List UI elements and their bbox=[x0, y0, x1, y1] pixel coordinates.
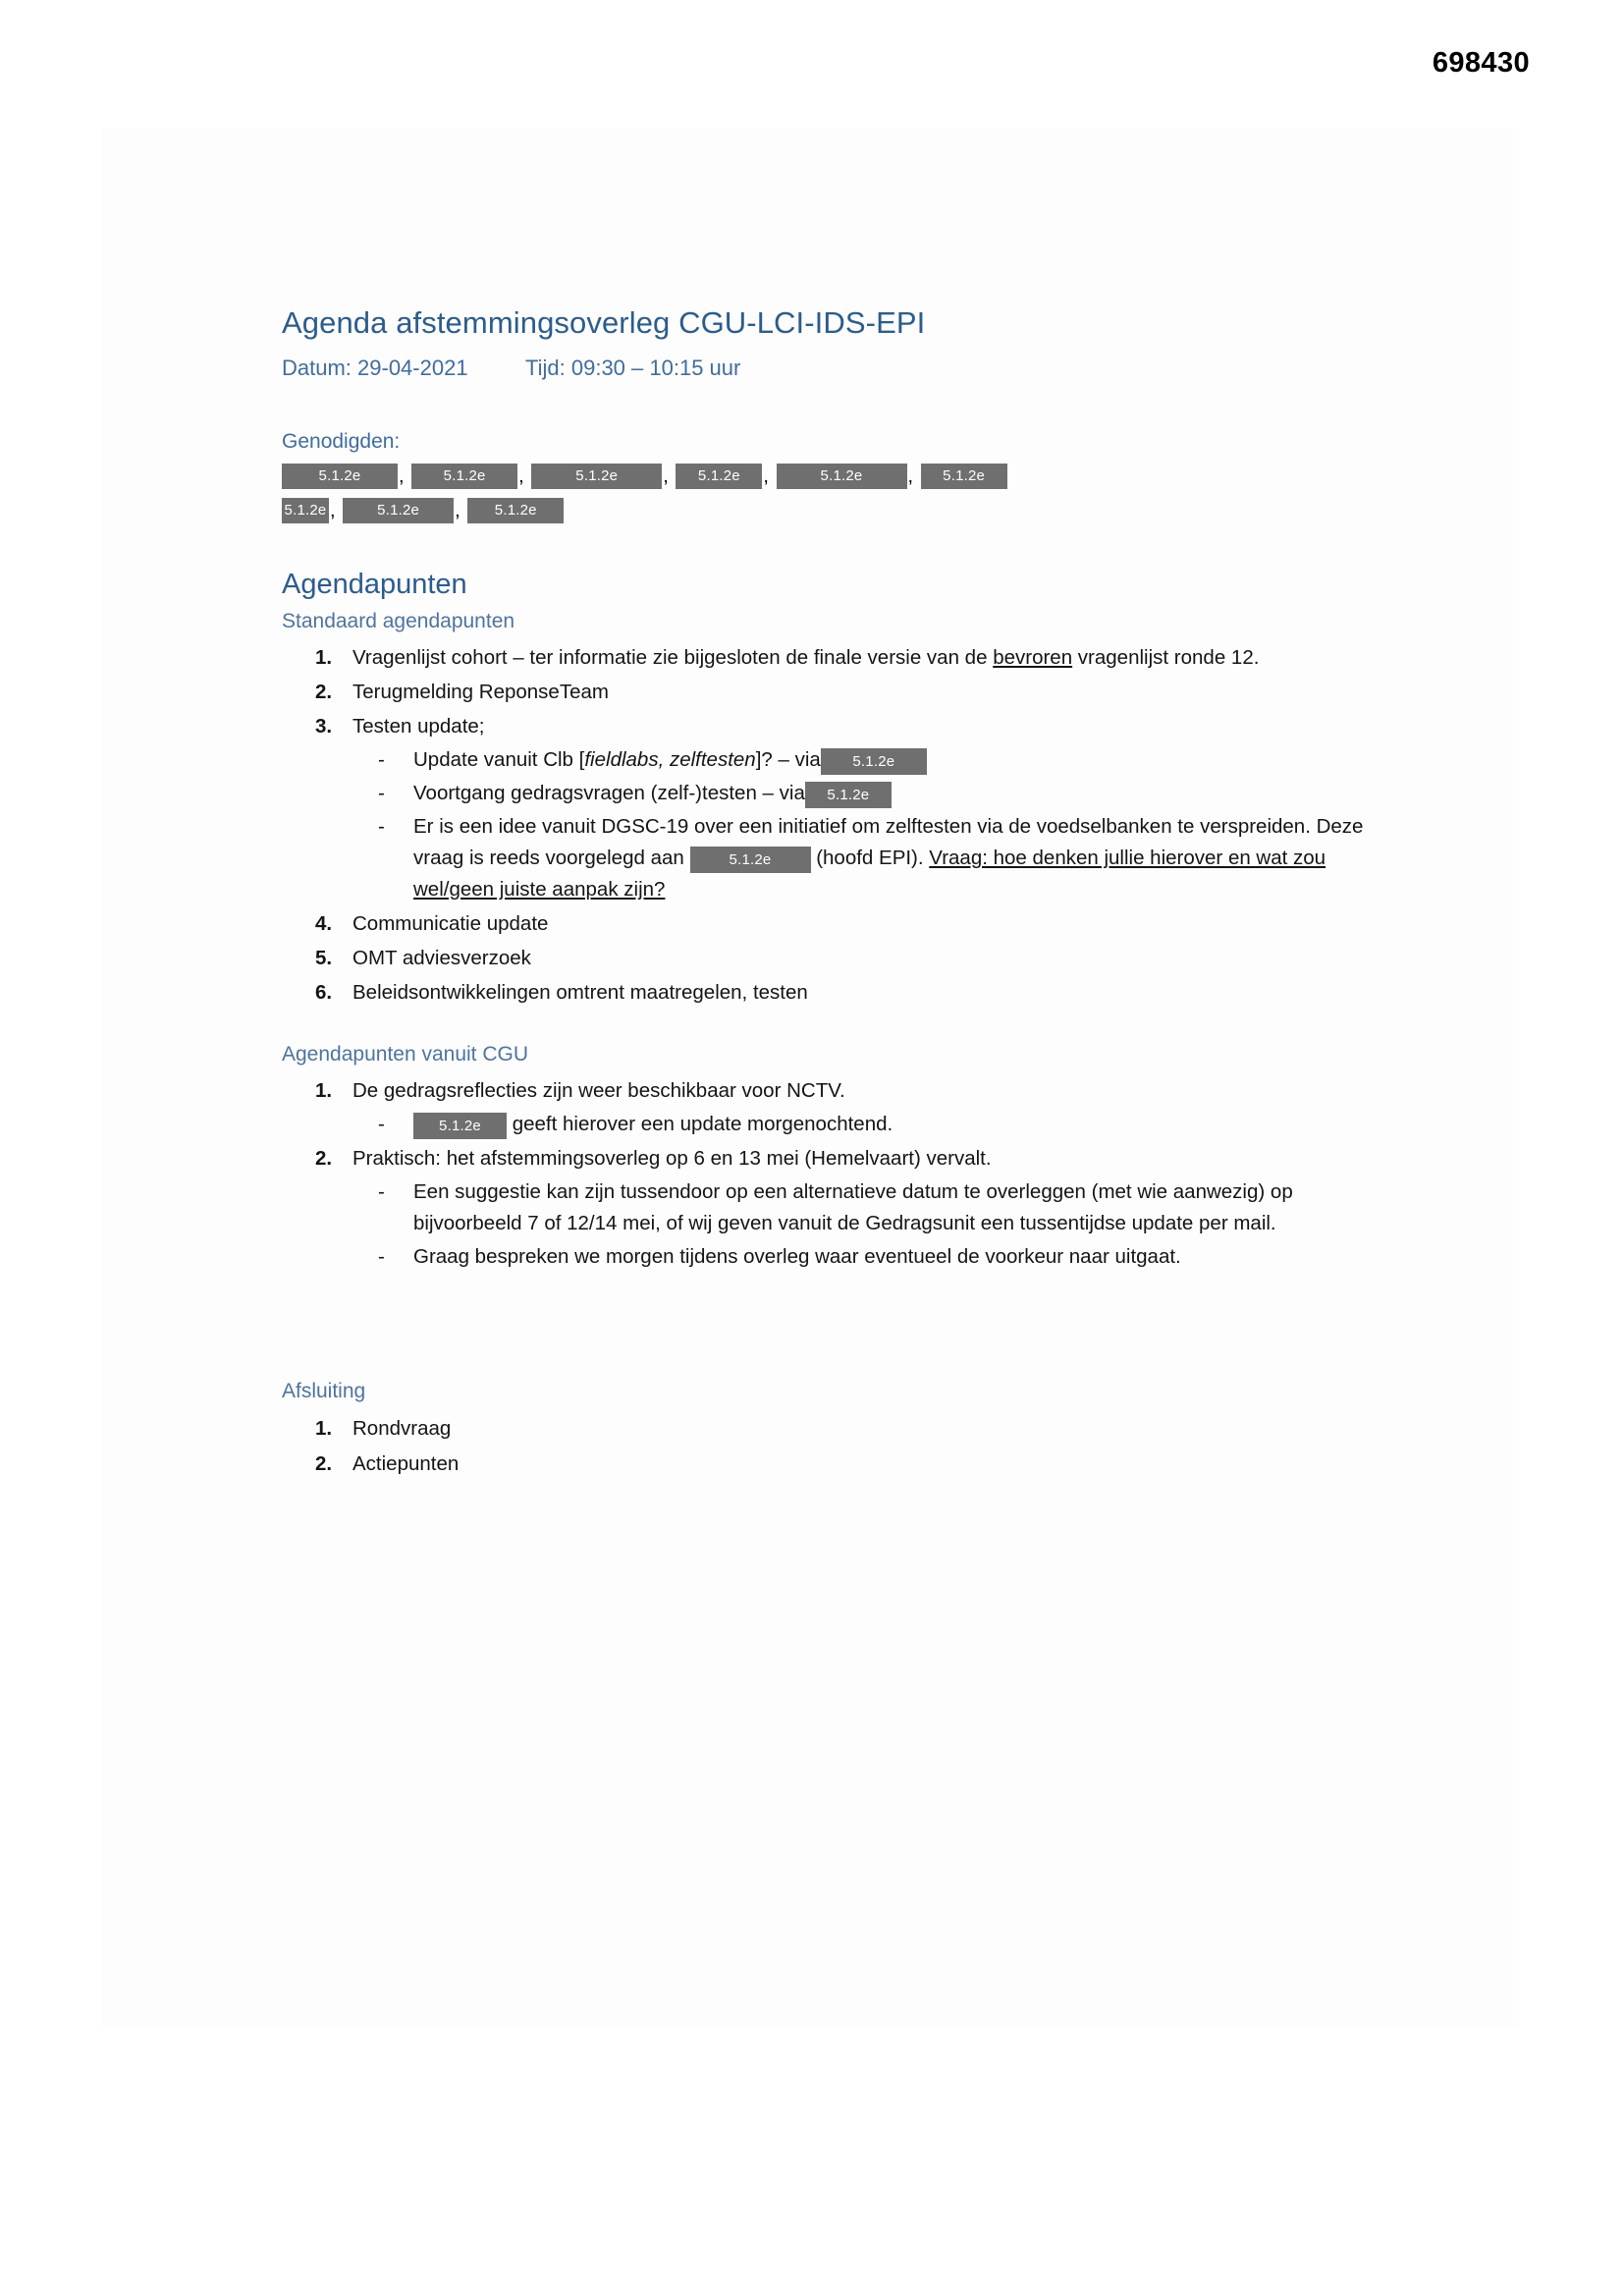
item-text: Praktisch: het afstemmingsoverleg op 6 en 13 mei (Hemelvaart) vervalt. bbox=[352, 1147, 992, 1171]
cgu-agenda-list bbox=[282, 1075, 1381, 1273]
spacer-invitees bbox=[282, 383, 1381, 428]
cgu-item1-sublist bbox=[352, 1109, 1381, 1140]
testen-update-sublist bbox=[352, 744, 1381, 905]
list-item bbox=[282, 711, 1381, 905]
subheading-standaard-agendapunten: Standaard agendapunten bbox=[282, 609, 515, 632]
redaction-chip: 5.1.2e bbox=[690, 847, 811, 873]
subitem-text-prefix: Er is een idee vanuit DGSC-19 over een initiatief om zelftesten via de voedselbanken te verspreiden. Deze vraag is reeds voorgelegd aan bbox=[413, 815, 1364, 870]
invitee-separator: , bbox=[518, 465, 524, 487]
meeting-time: Tijd: 09:30 – 10:15 uur bbox=[525, 355, 741, 381]
subitem-text-suffix: (hoofd EPI). bbox=[810, 847, 930, 870]
list-marker: 6. bbox=[315, 981, 333, 1005]
redaction-chip: 5.1.2e bbox=[531, 464, 662, 489]
item-text-after: vragenlijst ronde 12. bbox=[1072, 646, 1260, 670]
list-marker: - bbox=[378, 1180, 385, 1204]
redaction-chip: 5.1.2e bbox=[777, 464, 907, 489]
invitee-separator: , bbox=[663, 465, 669, 487]
redaction-chip: 5.1.2e bbox=[821, 748, 927, 775]
invitees-label: Genodigden: bbox=[282, 429, 401, 453]
list-marker: - bbox=[378, 1113, 385, 1136]
spacer-agenda bbox=[282, 529, 1381, 567]
subheading-afsluiting: Afsluiting bbox=[282, 1380, 366, 1403]
list-marker: - bbox=[378, 782, 385, 805]
item-text: OMT adviesverzoek bbox=[352, 947, 531, 970]
redaction-chip: 5.1.2e bbox=[282, 498, 329, 523]
subitem-text-middle: ]? – via bbox=[755, 748, 821, 772]
invitees-row-1 bbox=[282, 461, 1381, 491]
item-text: Testen update; bbox=[352, 715, 485, 738]
closing-list bbox=[282, 1413, 1381, 1480]
invitee-separator: , bbox=[399, 465, 405, 487]
redaction-chip: 5.1.2e bbox=[805, 782, 892, 808]
document-body bbox=[282, 304, 1381, 1484]
subheading-agendapunten-vanuit-cgu: Agendapunten vanuit CGU bbox=[282, 1043, 529, 1066]
list-item bbox=[352, 1109, 1381, 1140]
redaction-chip: 5.1.2e bbox=[413, 1113, 507, 1139]
list-marker: 2. bbox=[315, 1147, 333, 1171]
list-item bbox=[352, 744, 1381, 776]
bates-number: 698430 bbox=[1432, 47, 1530, 79]
item-text-before: Vragenlijst cohort – ter informatie zie bijgesloten de finale versie van de bbox=[352, 646, 994, 670]
subitem-text-prefix: Voortgang gedragsvragen (zelf-)testen – via bbox=[413, 782, 805, 805]
spacer-afsluiting bbox=[282, 1276, 1381, 1378]
list-marker: 4. bbox=[315, 912, 333, 936]
item-text: Communicatie update bbox=[352, 912, 549, 936]
item-text: Terugmelding ReponseTeam bbox=[352, 681, 609, 704]
redaction-chip: 5.1.2e bbox=[676, 464, 762, 489]
subitem-text: Een suggestie kan zijn tussendoor op een alternatieve datum te overleggen (met wie aanwezig) op bijvoorbeeld 7 of 12/14 mei, of wij geven vanuit de Gedragsunit een tussentijdse update per mail. bbox=[413, 1180, 1293, 1235]
redaction-chip: 5.1.2e bbox=[282, 464, 398, 489]
list-marker: 5. bbox=[315, 947, 333, 970]
list-marker: 1. bbox=[315, 1079, 333, 1103]
standard-agenda-list bbox=[282, 642, 1381, 1009]
cgu-item2-sublist bbox=[352, 1176, 1381, 1273]
closing-section bbox=[282, 1378, 1381, 1479]
spacer-cgu bbox=[282, 1011, 1381, 1041]
subitem-text-underlined: Vraag: hoe denken jullie hierover en wat zou wel/geen juiste aanpak zijn? bbox=[413, 847, 1326, 902]
subitem-text-prefix: Update vanuit Clb [ bbox=[413, 748, 585, 772]
list-marker: 2. bbox=[315, 681, 333, 704]
invitees-row-2 bbox=[282, 495, 1381, 525]
list-item bbox=[352, 778, 1381, 809]
list-item bbox=[282, 1449, 1381, 1480]
page-title: Agenda afstemmingsoverleg CGU-LCI-IDS-EPI bbox=[282, 305, 926, 340]
list-item bbox=[352, 1176, 1381, 1239]
list-marker: - bbox=[378, 748, 385, 772]
list-marker: - bbox=[378, 1245, 385, 1269]
list-marker: - bbox=[378, 815, 385, 839]
list-marker: 2. bbox=[315, 1451, 333, 1475]
item-text: Beleidsontwikkelingen omtrent maatregelen, testen bbox=[352, 981, 808, 1005]
list-item bbox=[282, 677, 1381, 708]
item-text: Actiepunten bbox=[352, 1451, 460, 1475]
invitee-separator: , bbox=[907, 465, 914, 487]
section-heading-agendapunten: Agendapunten bbox=[282, 568, 467, 600]
list-item bbox=[282, 943, 1381, 974]
invitee-separator: , bbox=[330, 499, 336, 521]
list-marker: 1. bbox=[315, 646, 333, 670]
list-item bbox=[352, 811, 1381, 905]
list-item bbox=[282, 1075, 1381, 1140]
subitem-text: Graag bespreken we morgen tijdens overleg waar eventueel de voorkeur naar uitgaat. bbox=[413, 1245, 1181, 1269]
item-text-underlined: bevroren bbox=[993, 646, 1073, 670]
item-text: Rondvraag bbox=[352, 1416, 452, 1440]
list-item bbox=[282, 642, 1381, 674]
list-item bbox=[282, 977, 1381, 1009]
redaction-chip: 5.1.2e bbox=[343, 498, 454, 523]
subitem-text-suffix: geeft hierover een update morgenochtend. bbox=[507, 1113, 893, 1136]
list-item bbox=[282, 1143, 1381, 1273]
redaction-chip: 5.1.2e bbox=[467, 498, 564, 523]
meeting-date: Datum: 29-04-2021 bbox=[282, 355, 468, 381]
list-item bbox=[282, 1413, 1381, 1445]
list-marker: 1. bbox=[315, 1416, 333, 1440]
invitee-separator: , bbox=[763, 465, 769, 487]
list-marker: 3. bbox=[315, 715, 333, 738]
list-item bbox=[282, 908, 1381, 940]
invitee-separator: , bbox=[455, 499, 460, 521]
subitem-text-italic: fieldlabs, zelftesten bbox=[584, 748, 756, 772]
list-item bbox=[352, 1241, 1381, 1273]
item-text: De gedragsreflecties zijn weer beschikbaar voor NCTV. bbox=[352, 1079, 845, 1103]
meeting-meta-line bbox=[282, 355, 1381, 383]
redaction-chip: 5.1.2e bbox=[921, 464, 1007, 489]
redaction-chip: 5.1.2e bbox=[411, 464, 517, 489]
